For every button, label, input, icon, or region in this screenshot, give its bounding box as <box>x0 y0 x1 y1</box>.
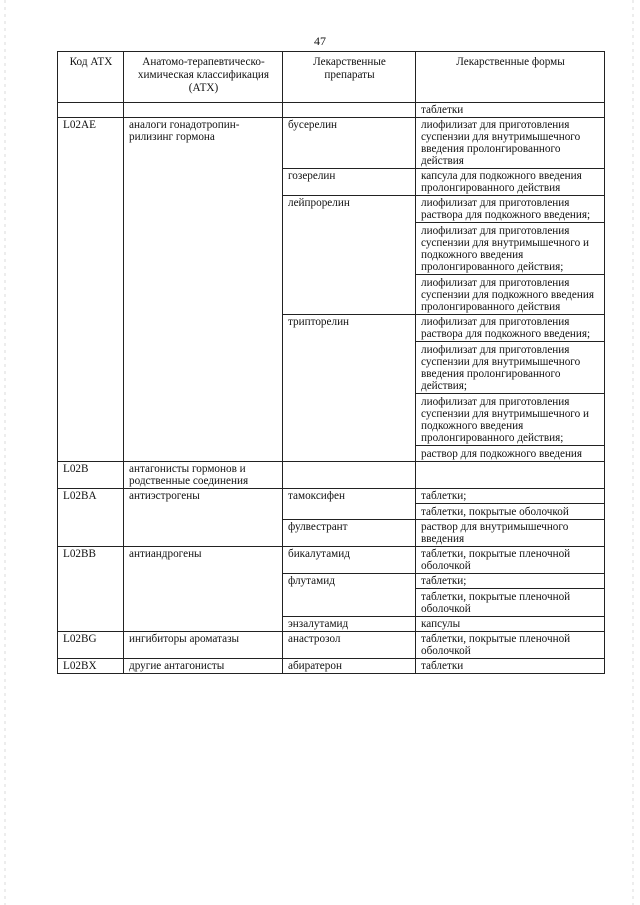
form-cell <box>416 462 605 489</box>
form-line: лиофилизат для приготовления раствора для подкожного введения; <box>421 316 591 340</box>
classification-cell <box>124 103 283 118</box>
form-cell <box>416 632 605 659</box>
form-line: лиофилизат для приготовления суспензии для внутримышечного введения пролонгированного действия <box>421 119 581 167</box>
form-cell <box>416 574 605 617</box>
drug-cell <box>283 103 416 118</box>
code-cell: L02B <box>58 462 124 489</box>
form-cell <box>416 196 605 315</box>
form-cell <box>416 118 605 169</box>
form-cell <box>416 315 605 462</box>
table-row <box>58 547 605 574</box>
header-forms: Лекарственные формы <box>416 52 605 103</box>
header-code: Код АТХ <box>58 52 124 103</box>
form-line: таблетки <box>421 660 464 672</box>
form-cell <box>416 659 605 674</box>
header-drugs: Лекарственные препараты <box>283 52 416 103</box>
table-row <box>58 659 605 674</box>
form-line: раствор для внутримышечного введения <box>421 521 569 545</box>
form-line: лиофилизат для приготовления раствора для подкожного введения; <box>421 197 591 221</box>
code-cell: L02AE <box>58 118 124 462</box>
classification-cell: ингибиторы ароматазы <box>124 632 283 659</box>
form-line: капсула для подкожного введения пролонгированного действия <box>421 170 582 194</box>
classification-cell: другие антагонисты <box>124 659 283 674</box>
drug-cell: бикалутамид <box>283 547 416 574</box>
page-number: 47 <box>314 34 326 48</box>
classification-cell: аналоги гонадотропин-рилизинг гормона <box>124 118 283 462</box>
form-cell <box>416 489 605 520</box>
code-cell <box>58 103 124 118</box>
code-cell: L02BA <box>58 489 124 547</box>
table-row <box>58 103 605 118</box>
drug-cell: бусерелин <box>283 118 416 169</box>
scan-edge-right <box>632 0 634 905</box>
form-line: лиофилизат для приготовления суспензии для внутримышечного и подкожного введения пролонгированного действия; <box>416 393 604 444</box>
code-cell: L02BG <box>58 632 124 659</box>
form-cell <box>416 169 605 196</box>
form-cell <box>416 617 605 632</box>
form-line: таблетки; <box>421 490 467 502</box>
code-cell: L02BB <box>58 547 124 632</box>
classification-cell: антиэстрогены <box>124 489 283 547</box>
drug-cell <box>283 462 416 489</box>
form-line: раствор для подкожного введения <box>416 445 604 460</box>
table-header-row <box>58 52 605 103</box>
drug-cell: фулвестрант <box>283 520 416 547</box>
form-line: лиофилизат для приготовления суспензии для подкожного введения пролонгированного действия <box>416 274 604 313</box>
form-line: лиофилизат для приготовления суспензии для внутримышечного и подкожного введения пролонгированного действия; <box>416 222 604 273</box>
table-row <box>58 489 605 520</box>
drug-cell: лейпрорелин <box>283 196 416 315</box>
form-cell <box>416 520 605 547</box>
header-classification: Анатомо-терапевтическо-химическая классификация (АТХ) <box>124 52 283 103</box>
table-row <box>58 632 605 659</box>
form-line: капсулы <box>421 618 461 630</box>
drug-cell: анастрозол <box>283 632 416 659</box>
form-cell: таблетки <box>416 103 605 118</box>
scan-edge-left <box>4 0 6 905</box>
classification-cell: антагонисты гормонов и родственные соединения <box>124 462 283 489</box>
drug-cell: флутамид <box>283 574 416 617</box>
drug-cell: гозерелин <box>283 169 416 196</box>
table-row <box>58 118 605 169</box>
drug-cell: тамоксифен <box>283 489 416 520</box>
code-cell: L02BX <box>58 659 124 674</box>
atx-table <box>57 51 605 674</box>
form-line: лиофилизат для приготовления суспензии для внутримышечного введения пролонгированного действия; <box>416 341 604 392</box>
drug-cell: трипторелин <box>283 315 416 462</box>
form-line: таблетки, покрытые пленочной оболочкой <box>421 633 571 657</box>
form-line: таблетки, покрытые пленочной оболочкой <box>421 548 571 572</box>
classification-cell: антиандрогены <box>124 547 283 632</box>
table-row <box>58 462 605 489</box>
form-line: таблетки, покрытые пленочной оболочкой <box>416 588 604 615</box>
form-cell <box>416 547 605 574</box>
drug-cell: энзалутамид <box>283 617 416 632</box>
form-line: таблетки; <box>421 575 467 587</box>
form-line: таблетки, покрытые оболочкой <box>416 503 604 518</box>
drug-cell: абиратерон <box>283 659 416 674</box>
